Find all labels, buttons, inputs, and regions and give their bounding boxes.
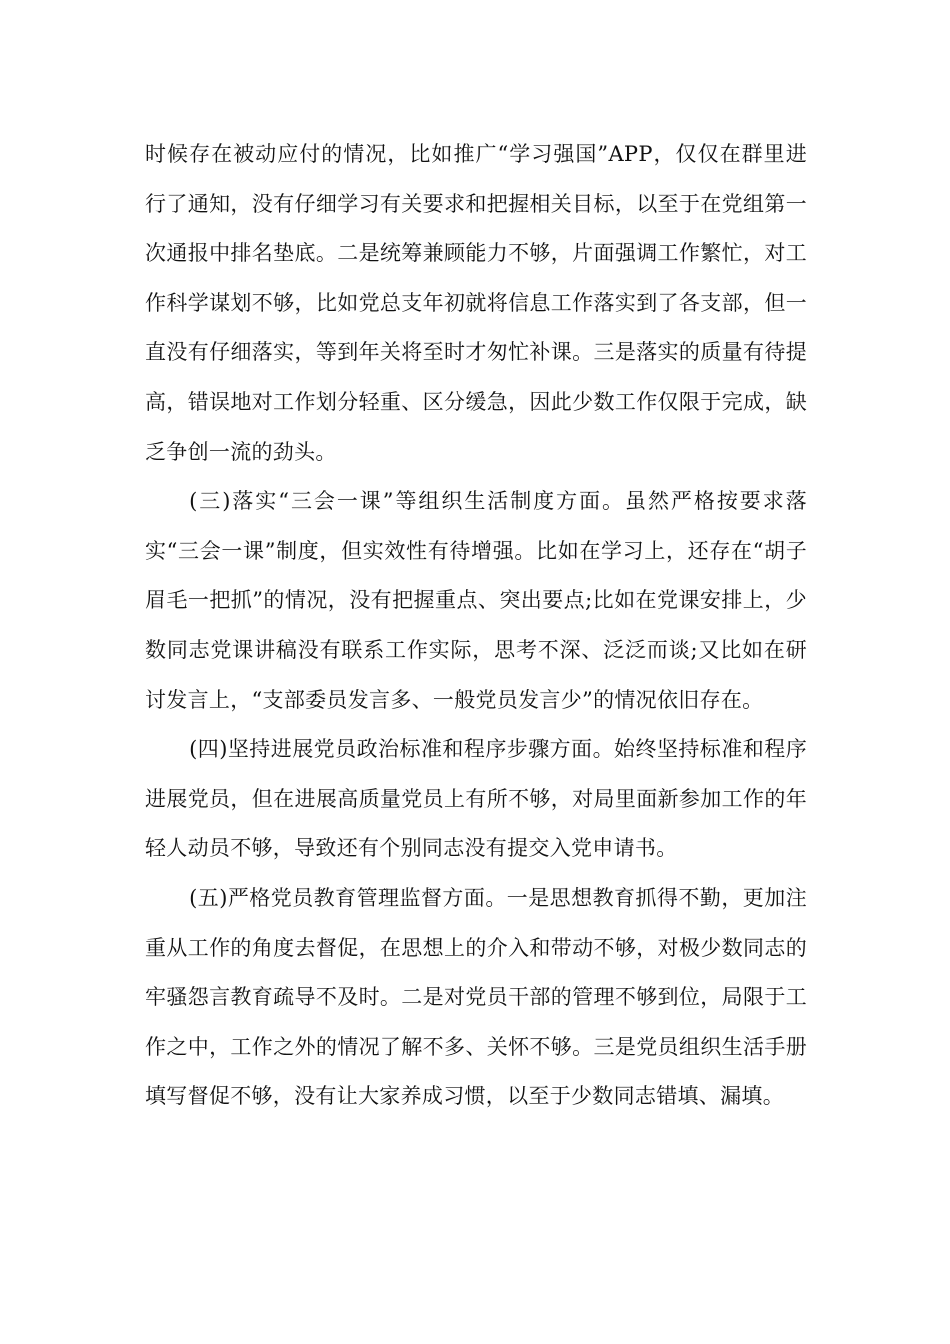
- paragraph-section-five: (五)严格党员教育管理监督方面。一是思想教育抓得不勤，更加注重从工作的角度去督促，在思想上的介入和带动不够，对极少数同志的牢骚怨言教育疏导不及时。二是对党员干部的管理不够到位，局限于工作之中，工作之外的情况了解不多、关怀不够。三是党员组织生活手册填写督促不够，没有让大家养成习惯，以至于少数同志错填、漏填。: [145, 885, 807, 1109]
- document-page: [145, 130, 807, 1122]
- paragraph-section-four: (四)坚持进展党员政治标准和程序步骤方面。始终坚持标准和程序进展党员，但在进展高质量党员上有所不够，对局里面新参加工作的年轻人动员不够，导致还有个别同志没有提交入党申请书。: [145, 737, 807, 861]
- paragraph-continued: 时候存在被动应付的情况，比如推广“学习强国”APP，仅仅在群里进行了通知，没有仔细学习有关要求和把握相关目标，以至于在党组第一次通报中排名垫底。二是统筹兼顾能力不够，片面强调工作繁忙，对工作科学谋划不够，比如党总支年初就将信息工作落实到了各支部，但一直没有仔细落实，等到年关将至时才匆忙补课。三是落实的质量有待提高，错误地对工作划分轻重、区分缓急，因此少数工作仅限于完成，缺乏争创一流的劲头。: [145, 142, 807, 464]
- paragraph-section-three: (三)落实“三会一课”等组织生活制度方面。虽然严格按要求落实“三会一课”制度，但实效性有待增强。比如在学习上，还存在“胡子眉毛一把抓”的情况，没有把握重点、突出要点;比如在党课安排上，少数同志党课讲稿没有联系工作实际，思考不深、泛泛而谈;又比如在研讨发言上，“支部委员发言多、一般党员发言少”的情况依旧存在。: [145, 489, 807, 712]
